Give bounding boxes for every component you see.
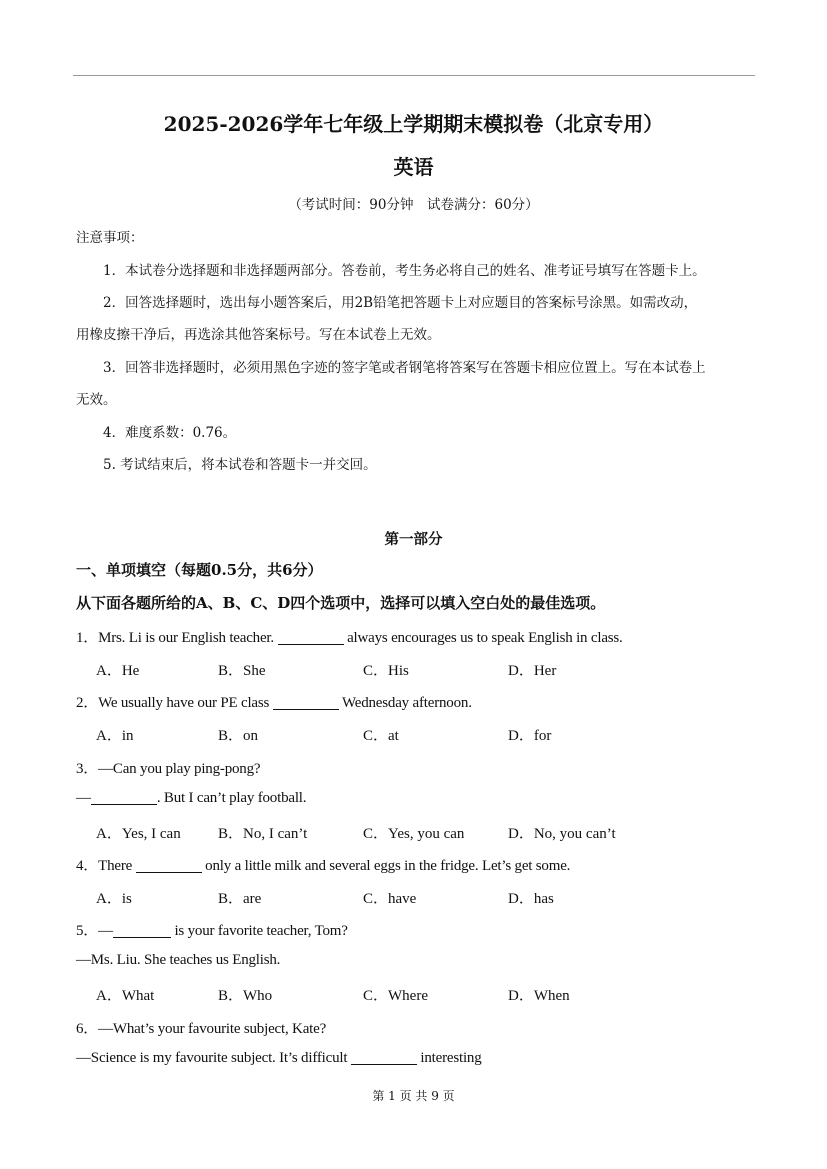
question-5: 5．— is your favorite teacher, Tom? — [76, 923, 348, 939]
subject-title: 英语 — [393, 155, 434, 179]
q1-option-c: C．His — [363, 663, 409, 679]
section-heading: 一、单项填空（每题0.5分，共6分） — [76, 561, 323, 579]
q5-option-d: D．When — [508, 988, 570, 1004]
question-3-response: — . But I can’t play football. — [76, 790, 307, 806]
page-footer: 第 1 页 共 9 页 — [372, 1089, 455, 1103]
question-3: 3．—Can you play ping-pong? — [76, 761, 261, 777]
question-4: 4．There only a little milk and several eggs in the fridge. Let’s get some. — [76, 858, 571, 874]
q3-option-a: A．Yes, I can — [96, 826, 181, 842]
section-instruction: 从下面各题所给的A、B、C、D四个选项中，选择可以填入空白处的最佳选项。 — [76, 594, 606, 612]
q4-option-d: D．has — [508, 891, 554, 907]
q3-option-c: C．Yes, you can — [363, 826, 465, 842]
exam-info: （考试时间：90分钟 试卷满分：60分） — [288, 197, 539, 213]
q3-option-d: D．No, you can’t — [508, 826, 616, 842]
q5-option-c: C．Where — [363, 988, 428, 1004]
question-6: 6．—What’s your favourite subject, Kate? — [76, 1021, 327, 1037]
answer-blank — [91, 789, 157, 805]
exam-title: 2025-2026学年七年级上学期期末模拟卷（北京专用） — [163, 112, 664, 136]
notice-heading: 注意事项： — [76, 230, 144, 246]
answer-blank — [278, 629, 344, 645]
notice-item-3-line-2: 无效。 — [76, 392, 117, 408]
q3-option-b: B．No, I can’t — [218, 826, 308, 842]
notice-item-2-line-2: 用橡皮擦干净后，再选涂其他答案标号。写在本试卷上无效。 — [76, 327, 441, 343]
question-1: 1．Mrs. Li is our English teacher. always encourages us to speak English in class. — [76, 630, 623, 646]
q4-option-b: B．are — [218, 891, 262, 907]
q1-option-a: A．He — [96, 663, 140, 679]
answer-blank — [136, 857, 202, 873]
question-6-response: —Science is my favourite subject. It’s difficult interesting — [76, 1050, 482, 1066]
q2-option-d: D．for — [508, 728, 552, 744]
notice-item-1: 1．本试卷分选择题和非选择题两部分。答卷前，考生务必将自己的姓名、准考证号填写在答题卡上。 — [103, 263, 706, 279]
answer-blank — [351, 1049, 417, 1065]
question-2: 2．We usually have our PE class Wednesday afternoon. — [76, 695, 472, 711]
part-title: 第一部分 — [384, 531, 443, 548]
q4-option-a: A．is — [96, 891, 132, 907]
q2-option-c: C．at — [363, 728, 399, 744]
q1-option-b: B．She — [218, 663, 266, 679]
q2-option-a: A．in — [96, 728, 134, 744]
q4-option-c: C．have — [363, 891, 417, 907]
notice-item-4: 4．难度系数：0.76。 — [103, 425, 237, 441]
header-rule — [73, 75, 755, 76]
notice-item-5: 5. 考试结束后，将本试卷和答题卡一并交回。 — [103, 457, 377, 473]
q5-option-a: A．What — [96, 988, 155, 1004]
q2-option-b: B．on — [218, 728, 259, 744]
notice-item-3-line-1: 3．回答非选择题时，必须用黑色字迹的签字笔或者钢笔将答案写在答题卡相应位置上。写在本试卷上 — [103, 360, 706, 376]
q5-option-b: B．Who — [218, 988, 273, 1004]
question-5-response: —Ms. Liu. She teaches us English. — [76, 952, 281, 968]
notice-item-2-line-1: 2．回答选择题时，选出每小题答案后，用2B铅笔把答题卡上对应题目的答案标号涂黑。如需改动， — [103, 295, 698, 311]
answer-blank — [273, 694, 339, 710]
q1-option-d: D．Her — [508, 663, 557, 679]
answer-blank — [113, 922, 171, 938]
